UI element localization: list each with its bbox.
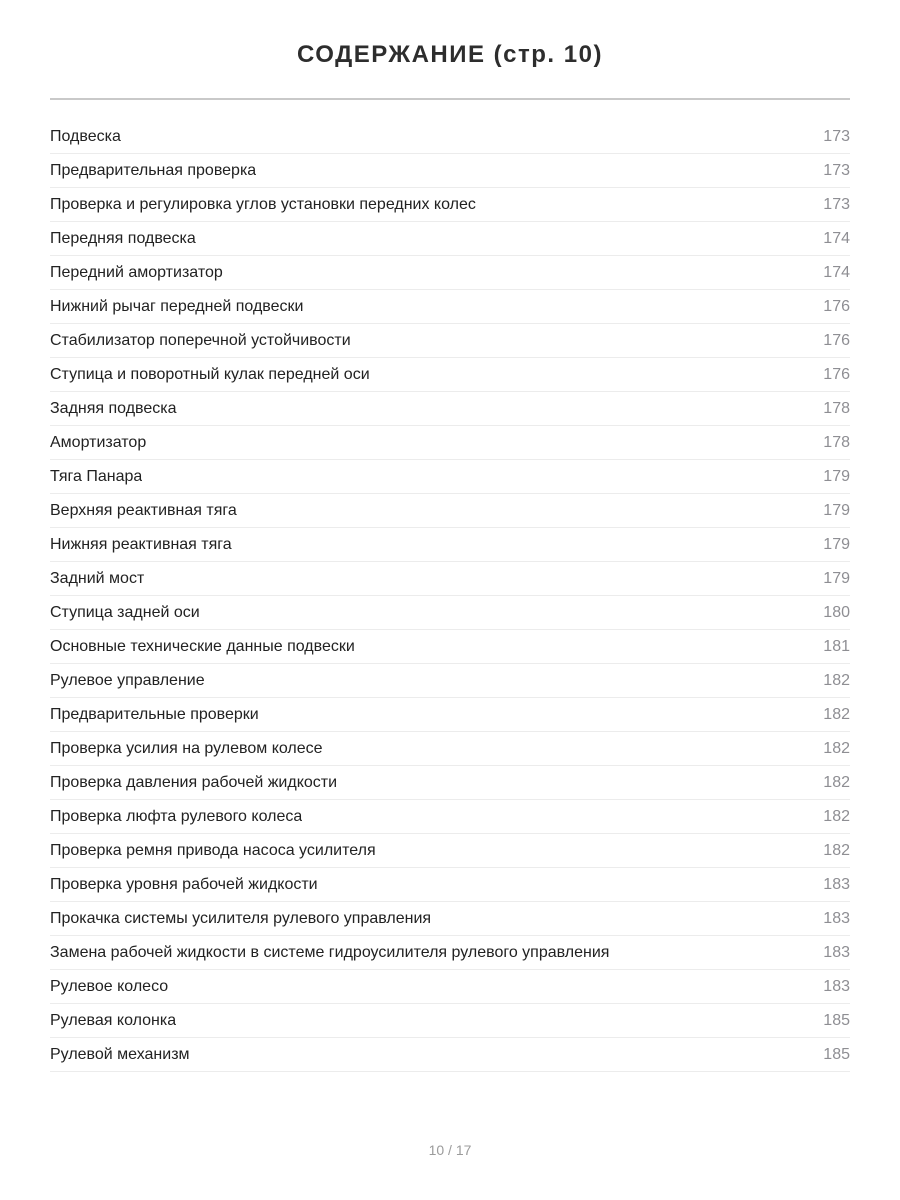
toc-row[interactable] (50, 256, 850, 290)
toc-item-label: Подвеска (50, 127, 121, 145)
toc-item-page: 179 (823, 467, 850, 485)
toc-item-label: Проверка усилия на рулевом колесе (50, 739, 323, 757)
toc-item-label: Передний амортизатор (50, 263, 223, 281)
toc-row[interactable] (50, 902, 850, 936)
toc-row[interactable] (50, 222, 850, 256)
page-indicator: 10 / 17 (428, 1142, 472, 1158)
toc-item-label: Предварительная проверка (50, 161, 257, 179)
toc-item-page: 182 (823, 671, 850, 689)
toc-row[interactable] (50, 664, 850, 698)
toc-item-label: Задний мост (50, 569, 145, 587)
toc-item-page: 182 (823, 807, 850, 825)
toc-item-page: 183 (823, 943, 850, 961)
toc-item-label: Верхняя реактивная тяга (50, 501, 237, 519)
page-title: СОДЕРЖАНИЕ (стр. 10) (297, 41, 603, 68)
toc-item-page: 178 (823, 399, 850, 417)
toc-item-page: 174 (823, 263, 850, 281)
toc-row[interactable] (50, 732, 850, 766)
toc-item-page: 176 (823, 331, 850, 349)
toc-item-page: 182 (823, 705, 850, 723)
toc-item-label: Ступица задней оси (50, 603, 200, 621)
toc-item-page: 182 (823, 773, 850, 791)
toc-row[interactable] (50, 630, 850, 664)
toc-row[interactable] (50, 494, 850, 528)
toc-row[interactable] (50, 120, 850, 154)
toc-item-page: 178 (823, 433, 850, 451)
toc-row[interactable] (50, 800, 850, 834)
toc-item-page: 179 (823, 501, 850, 519)
toc-item-label: Нижняя реактивная тяга (50, 535, 232, 553)
toc-item-page: 185 (823, 1045, 850, 1063)
toc-item-page: 173 (823, 161, 850, 179)
toc-row[interactable] (50, 596, 850, 630)
toc-row[interactable] (50, 1038, 850, 1072)
toc-item-label: Рулевое колесо (50, 977, 169, 995)
toc-row[interactable] (50, 392, 850, 426)
toc-item-label: Стабилизатор поперечной устойчивости (50, 331, 351, 349)
toc-item-page: 173 (823, 127, 850, 145)
header-divider (50, 98, 850, 100)
toc-row[interactable] (50, 426, 850, 460)
toc-row[interactable] (50, 936, 850, 970)
toc-row[interactable] (50, 528, 850, 562)
toc-item-page: 179 (823, 535, 850, 553)
toc-item-page: 176 (823, 365, 850, 383)
toc-item-label: Нижний рычаг передней подвески (50, 297, 304, 315)
toc-item-page: 183 (823, 875, 850, 893)
toc-item-label: Проверка давления рабочей жидкости (50, 773, 338, 791)
toc-item-label: Проверка люфта рулевого колеса (50, 807, 303, 825)
toc-item-label: Прокачка системы усилителя рулевого управления (50, 909, 432, 927)
toc-item-label: Тяга Панара (50, 467, 143, 485)
toc-item-page: 180 (823, 603, 850, 621)
toc-item-label: Задняя подвеска (50, 399, 177, 417)
toc-row[interactable] (50, 460, 850, 494)
toc-item-label: Проверка уровня рабочей жидкости (50, 875, 318, 893)
toc-item-label: Рулевое управление (50, 671, 205, 689)
toc-item-page: 185 (823, 1011, 850, 1029)
toc-item-page: 176 (823, 297, 850, 315)
toc-item-label: Проверка и регулировка углов установки передних колес (50, 195, 476, 213)
toc-item-label: Проверка ремня привода насоса усилителя (50, 841, 376, 859)
toc-row[interactable] (50, 154, 850, 188)
toc-item-page: 183 (823, 909, 850, 927)
toc-row[interactable] (50, 358, 850, 392)
toc-row[interactable] (50, 970, 850, 1004)
toc-row[interactable] (50, 324, 850, 358)
toc-item-label: Основные технические данные подвески (50, 637, 355, 655)
toc-row[interactable] (50, 188, 850, 222)
toc-item-page: 183 (823, 977, 850, 995)
toc-item-page: 182 (823, 739, 850, 757)
toc-row[interactable] (50, 766, 850, 800)
toc-list (50, 120, 850, 1072)
toc-item-label: Амортизатор (50, 433, 147, 451)
toc-item-label: Предварительные проверки (50, 705, 259, 723)
toc-item-page: 182 (823, 841, 850, 859)
toc-item-page: 173 (823, 195, 850, 213)
toc-item-label: Замена рабочей жидкости в системе гидроусилителя рулевого управления (50, 943, 610, 961)
toc-row[interactable] (50, 1004, 850, 1038)
toc-item-label: Ступица и поворотный кулак передней оси (50, 365, 370, 383)
toc-item-label: Передняя подвеска (50, 229, 196, 247)
toc-row[interactable] (50, 290, 850, 324)
toc-item-label: Рулевой механизм (50, 1045, 190, 1063)
toc-row[interactable] (50, 834, 850, 868)
toc-item-label: Рулевая колонка (50, 1011, 177, 1029)
toc-row[interactable] (50, 868, 850, 902)
toc-item-page: 181 (823, 637, 850, 655)
toc-row[interactable] (50, 698, 850, 732)
toc-item-page: 174 (823, 229, 850, 247)
toc-item-page: 179 (823, 569, 850, 587)
toc-row[interactable] (50, 562, 850, 596)
